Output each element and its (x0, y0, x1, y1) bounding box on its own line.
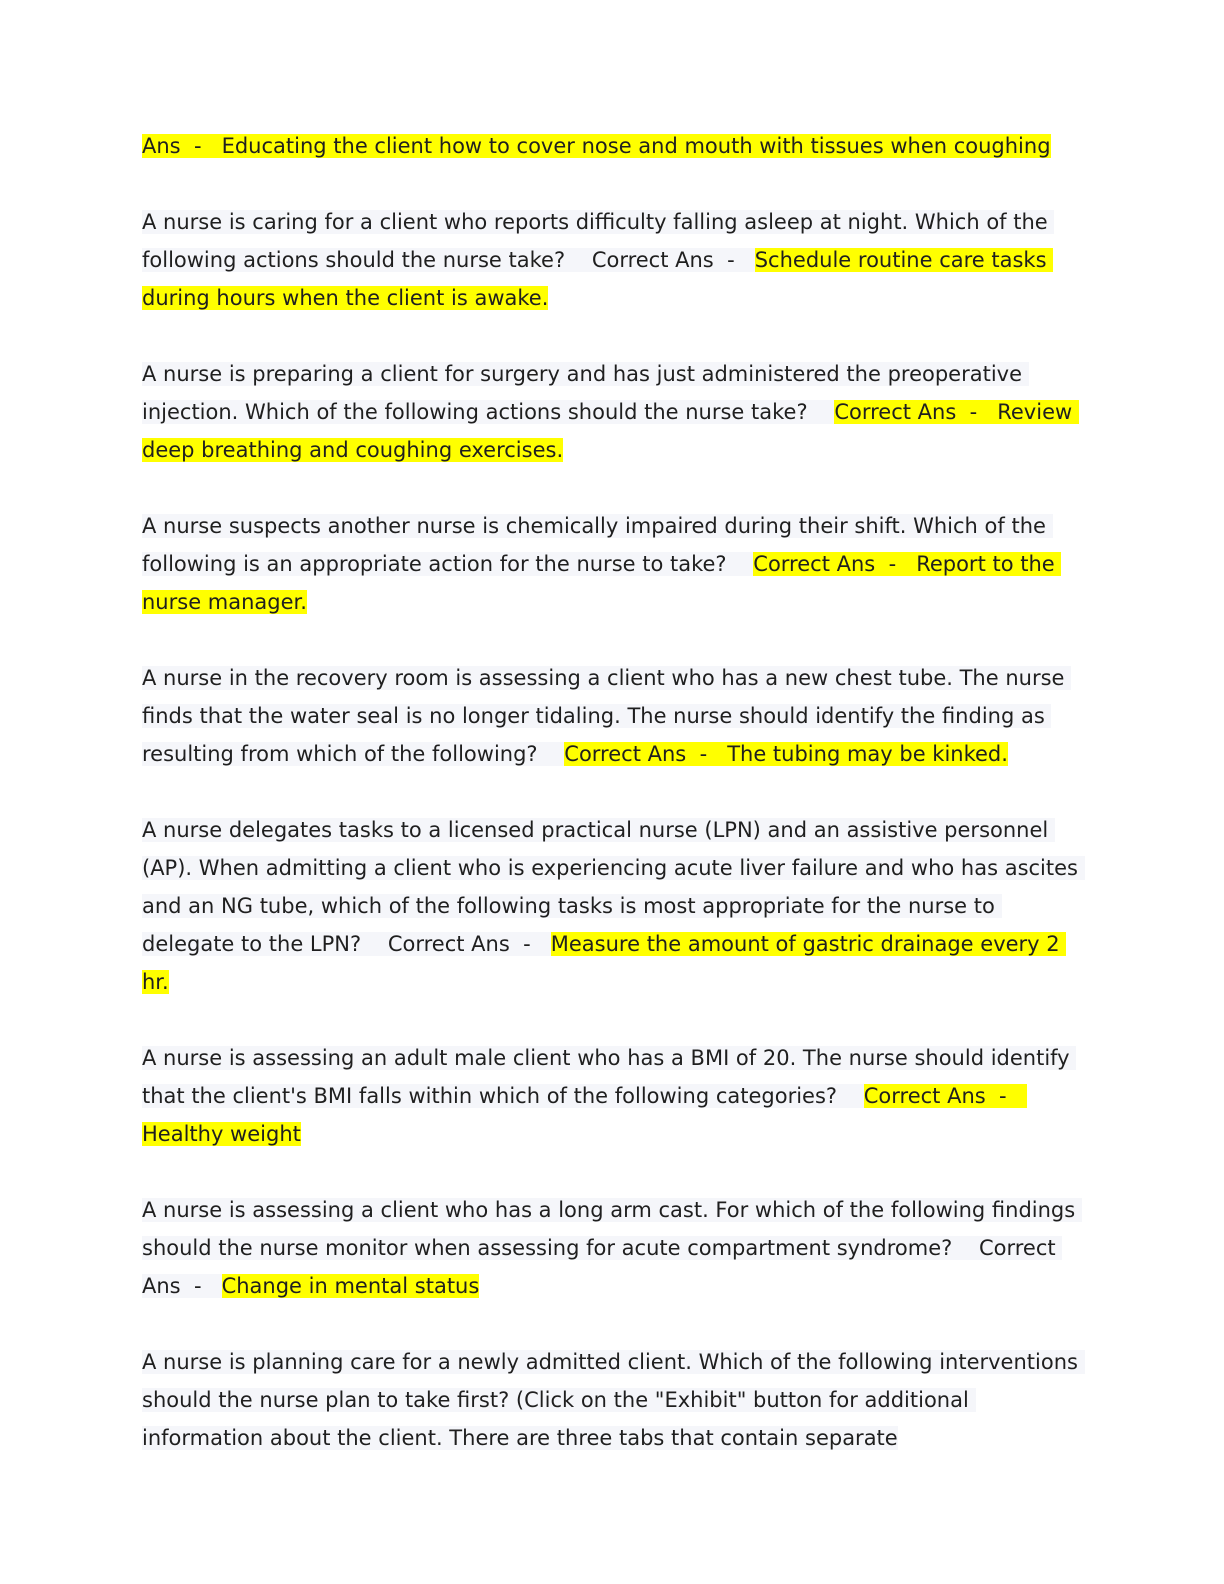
question-text: A nurse is assessing a client who has a long arm cast. For which of the following findings should the nurse monitor when assessing for acute compartment syndrome? (142, 1198, 1082, 1260)
question-text: A nurse is caring for a client who reports difficulty falling asleep at night. Which of the following actions should the nurse take? (142, 210, 1055, 272)
qa-item-8 (142, 1191, 1082, 1305)
answer-text: Educating the client how to cover nose and mouth with tissues when coughing (221, 134, 1051, 158)
qa-item-3 (142, 355, 1082, 469)
answer-label: Correct Ans - (591, 248, 735, 272)
question-text: A nurse suspects another nurse is chemically impaired during their shift. Which of the following is an appropriate action for the nurse to take? (142, 514, 1053, 576)
qa-item-2 (142, 203, 1082, 317)
document-page (142, 127, 1085, 1495)
answer-label: Correct Ans - (142, 1236, 1063, 1298)
answer-label: Correct Ans - (564, 742, 708, 766)
answer-text: The tubing may be kinked. (727, 742, 1008, 766)
answer-text: Report to the nurse manager. (142, 552, 1062, 614)
question-text: A nurse is preparing a client for surgery and has just administered the preoperative injection. Which of the following actions should the nurse take? (142, 362, 1029, 424)
answer-label: Correct Ans - (753, 552, 897, 576)
answer-text: Review deep breathing and coughing exercises. (142, 400, 1079, 462)
question-text: A nurse in the recovery room is assessing a client who has a new chest tube. The nurse finds that the water seal is no longer tidaling. The nurse should identify the finding as resulting from which of the following? (142, 666, 1072, 766)
qa-item-5 (142, 659, 1082, 773)
answer-label: Correct Ans - (863, 1084, 1007, 1108)
answer-label: Ans - (142, 134, 202, 158)
qa-item-9 (142, 1343, 1085, 1457)
question-text: A nurse is planning care for a newly admitted client. Which of the following interventions should the nurse plan to take first? (Click on the "Exhibit" button for additional information about the client. There are three tabs that contain separate (142, 1350, 1085, 1450)
qa-item-6 (142, 811, 1085, 1001)
qa-item-1 (142, 127, 1082, 165)
question-text: A nurse delegates tasks to a licensed practical nurse (LPN) and an assistive personnel (AP). When admitting a client who is experiencing acute liver failure and who has ascites and an NG tube, which of the following tasks is most appropriate for the nurse to delegate to the LPN? (142, 818, 1085, 956)
qa-item-7 (142, 1039, 1082, 1153)
answer-text: Healthy weight (142, 1122, 301, 1146)
answer-text: Schedule routine care tasks during hours when the client is awake. (142, 248, 1054, 310)
answer-label: Correct Ans - (387, 932, 531, 956)
answer-label: Correct Ans - (834, 400, 978, 424)
answer-text: Measure the amount of gastric drainage every 2 hr. (142, 932, 1067, 994)
qa-item-4 (142, 507, 1082, 621)
answer-text: Change in mental status (221, 1274, 480, 1298)
question-text: A nurse is assessing an adult male client who has a BMI of 20. The nurse should identify that the client's BMI falls within which of the following categories? (142, 1046, 1077, 1108)
